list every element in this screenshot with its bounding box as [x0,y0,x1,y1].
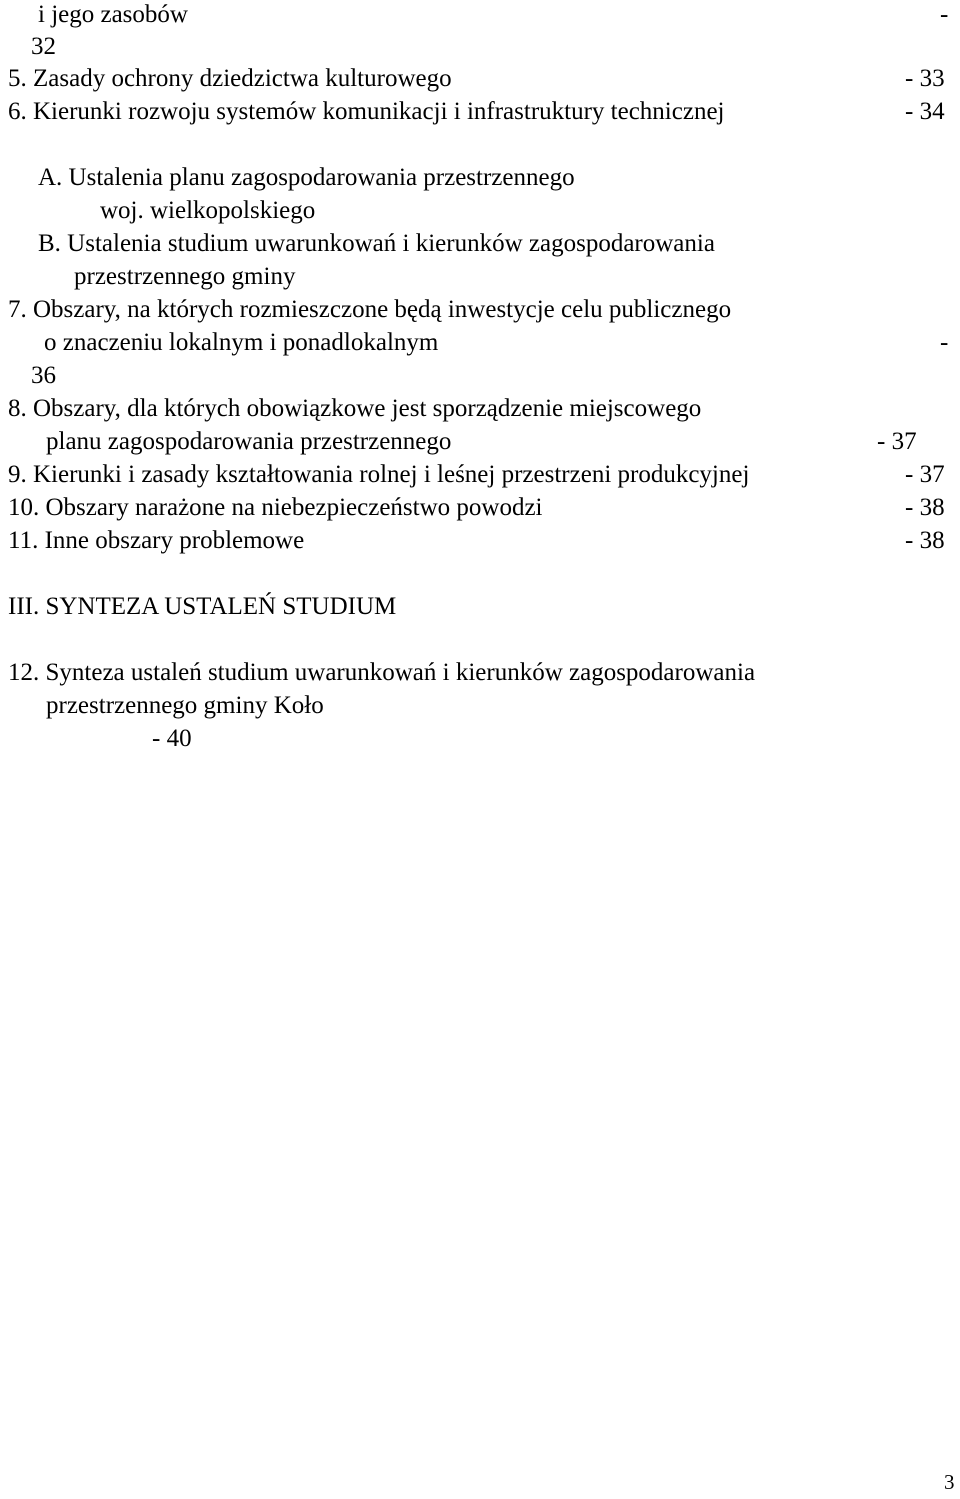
toc-line-dash: - [940,1,949,28]
page-number: 3 [944,1470,955,1494]
toc-section-b-title: B. Ustalenia studium uwarunkowań i kierunków zagospodarowania [38,230,715,257]
toc-section-3-heading: III. SYNTEZA USTALEŃ STUDIUM [8,593,397,620]
toc-item-7-dash: - [940,329,949,356]
toc-item-5-page: - 33 [905,65,945,92]
toc-section-a-subtitle: woj. wielkopolskiego [100,197,316,224]
toc-item-6: 6. Kierunki rozwoju systemów komunikacji i infrastruktury technicznej [8,98,725,125]
toc-item-5: 5. Zasady ochrony dziedzictwa kulturowego [8,65,452,92]
toc-item-12-continued: przestrzennego gminy Koło [46,692,324,719]
toc-item-9-page: - 37 [905,461,945,488]
toc-item-12: 12. Synteza ustaleń studium uwarunkowań i kierunków zagospodarowania [8,659,756,686]
toc-item-11-page: - 38 [905,527,945,554]
toc-item-7-page: 36 [31,362,56,389]
toc-item-9: 9. Kierunki i zasady kształtowania rolnej i leśnej przestrzeni produkcyjnej [8,461,750,488]
toc-line-text: i jego zasobów [38,1,188,28]
toc-item-12-page: - 40 [152,725,192,752]
toc-item-10-page: - 38 [905,494,945,521]
toc-item-11: 11. Inne obszary problemowe [8,527,305,554]
toc-item-6-page: - 34 [905,98,945,125]
toc-item-8: 8. Obszary, dla których obowiązkowe jest sporządzenie miejscowego [8,395,702,422]
toc-page-ref: 32 [31,33,56,60]
toc-item-8-continued: planu zagospodarowania przestrzennego [46,428,452,455]
toc-section-b-subtitle: przestrzennego gminy [74,263,296,290]
toc-item-7: 7. Obszary, na których rozmieszczone będą inwestycje celu publicznego [8,296,732,323]
toc-item-8-page: - 37 [877,428,917,455]
toc-item-7-continued: o znaczeniu lokalnym i ponadlokalnym [44,329,439,356]
toc-item-10: 10. Obszary narażone na niebezpieczeństwo powodzi [8,494,543,521]
toc-section-a-title: A. Ustalenia planu zagospodarowania przestrzennego [38,164,575,191]
